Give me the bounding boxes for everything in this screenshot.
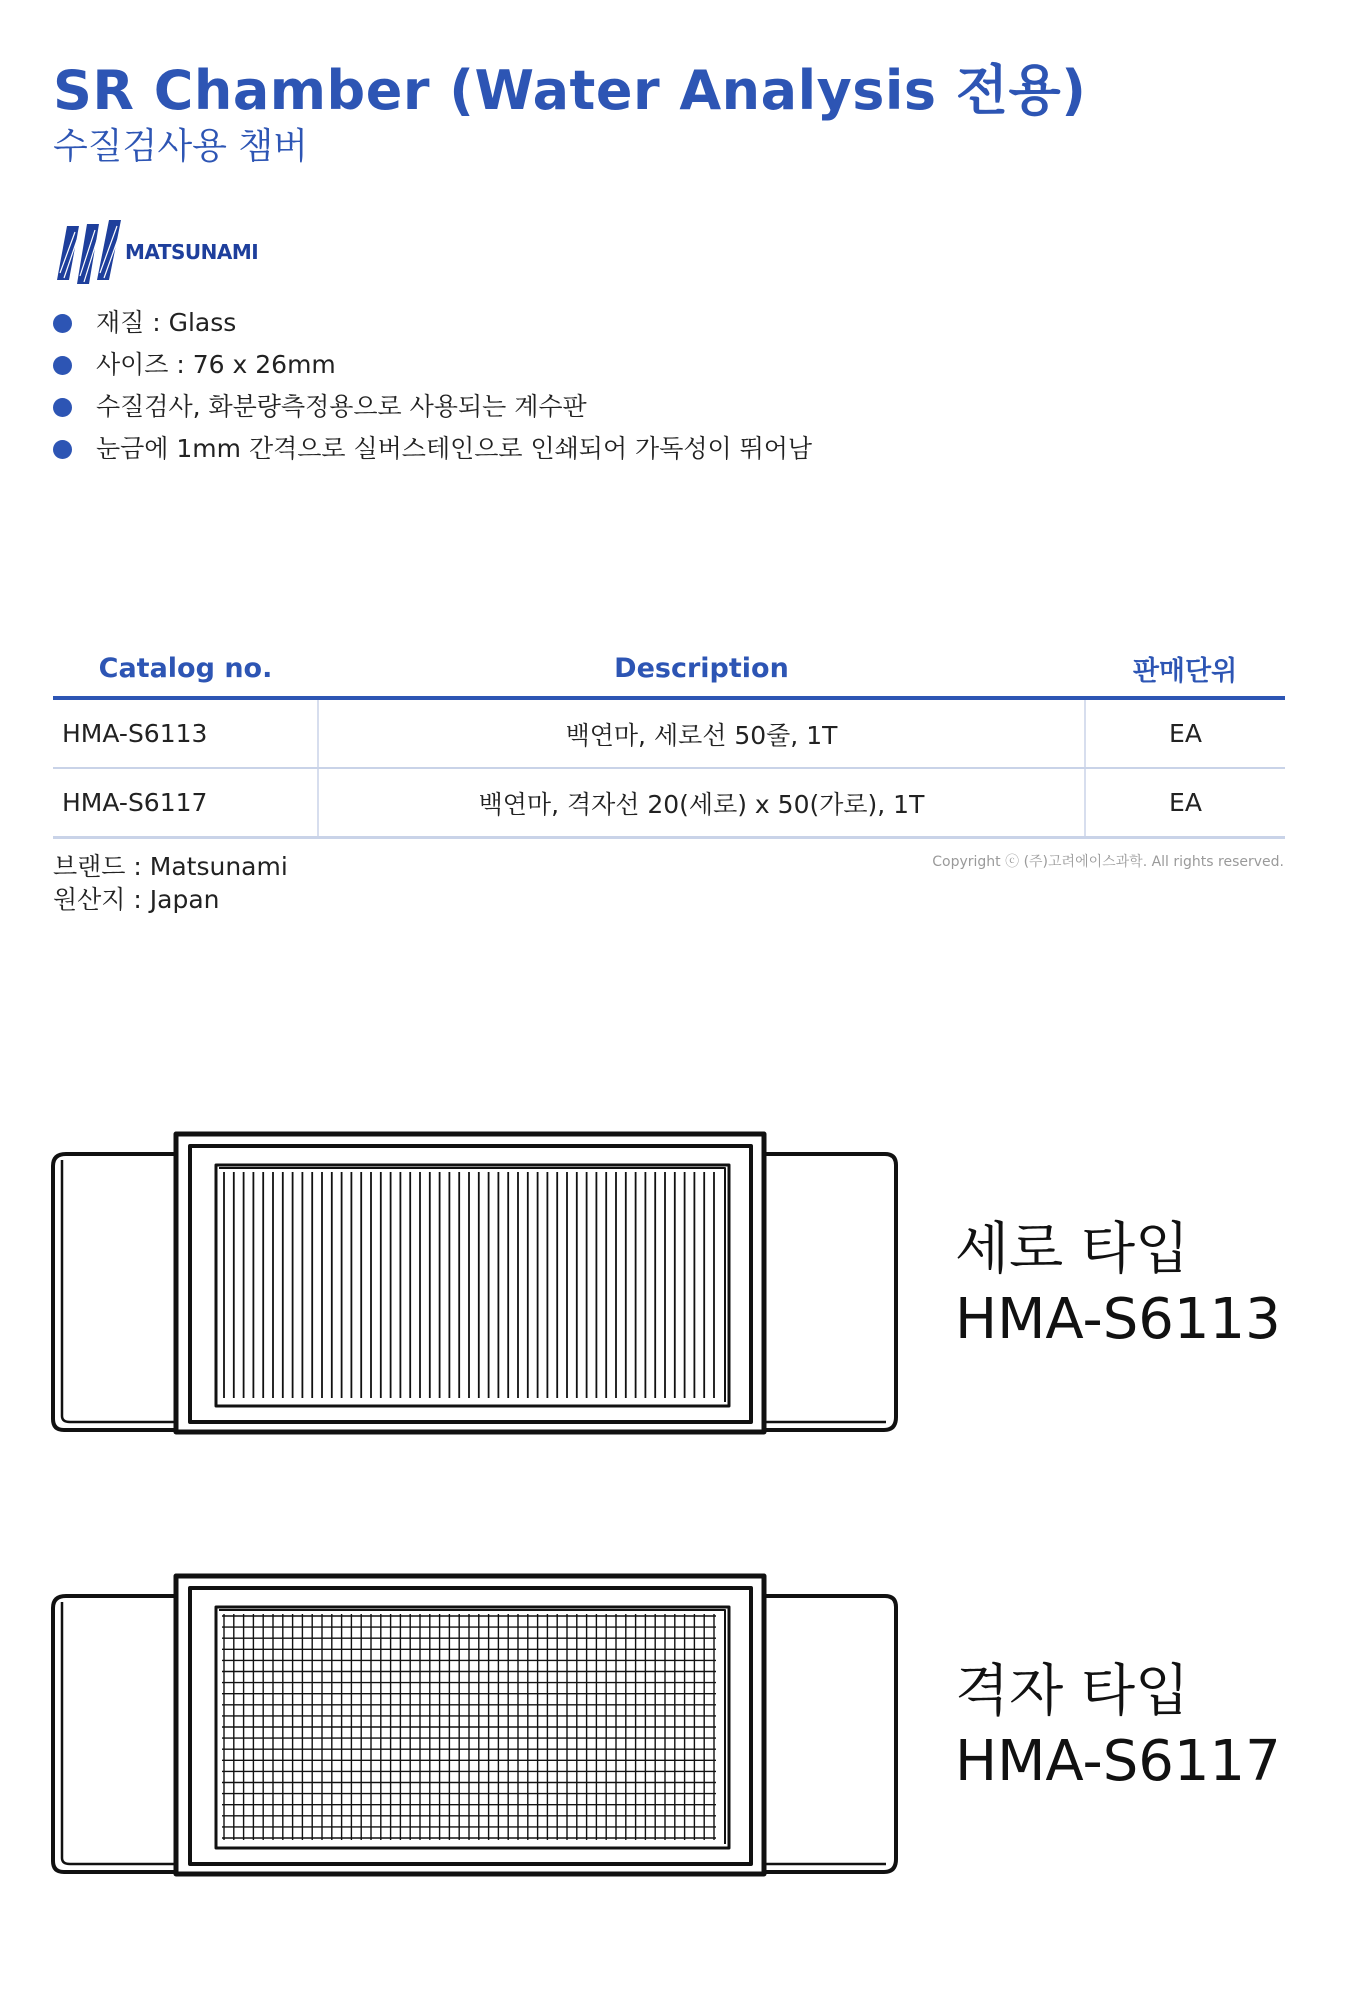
feature-list [53, 302, 812, 470]
chamber-illustration-grid [50, 1572, 900, 1884]
description-cell: 백연마, 격자선 20(세로) x 50(가로), 1T [318, 768, 1085, 838]
product-label-grid [955, 1657, 1281, 1797]
feature-item: 수질검사, 화분량측정용으로 사용되는 계수판 [53, 386, 812, 428]
page-subtitle: 수질검사용 챔버 [53, 126, 308, 167]
table-header-row [53, 640, 1285, 698]
catalog-cell: HMA-S6113 [53, 698, 318, 768]
feature-item: 눈금에 1mm 간격으로 실버스테인으로 인쇄되어 가독성이 뛰어남 [53, 428, 812, 470]
bullet-dot-icon [53, 398, 72, 417]
page-title: SR Chamber (Water Analysis 전용) [53, 59, 1087, 122]
origin-text: 원산지 : Japan [53, 885, 220, 914]
type-code: HMA-S6113 [955, 1287, 1281, 1352]
table-row [53, 768, 1285, 838]
unit-cell: EA [1085, 768, 1285, 838]
copyright-text: Copyright ⓒ (주)고려에이스과학. All rights reserved. [932, 854, 1284, 870]
brand-text: 브랜드 : Matsunami [53, 852, 288, 881]
bullet-dot-icon [53, 314, 72, 333]
logo-wordmark: MATSUNAMI [125, 240, 259, 264]
bullet-dot-icon [53, 440, 72, 459]
feature-item: 사이즈 : 76 x 26mm [53, 344, 812, 386]
chamber-illustration-vertical [50, 1130, 900, 1442]
table-row [53, 698, 1285, 768]
product-table [53, 640, 1285, 839]
header-catalog: Catalog no. [53, 640, 318, 698]
type-name: 세로 타입 [955, 1217, 1190, 1282]
header-unit: 판매단위 [1085, 640, 1285, 698]
description-cell: 백연마, 세로선 50줄, 1T [318, 698, 1085, 768]
product-meta [53, 850, 288, 916]
product-label-vertical [955, 1215, 1281, 1355]
header-description: Description [318, 640, 1085, 698]
type-code: HMA-S6117 [955, 1729, 1281, 1794]
bullet-dot-icon [53, 356, 72, 375]
type-name: 격자 타입 [955, 1659, 1190, 1724]
unit-cell: EA [1085, 698, 1285, 768]
catalog-cell: HMA-S6117 [53, 768, 318, 838]
feature-item: 재질 : Glass [53, 302, 812, 344]
